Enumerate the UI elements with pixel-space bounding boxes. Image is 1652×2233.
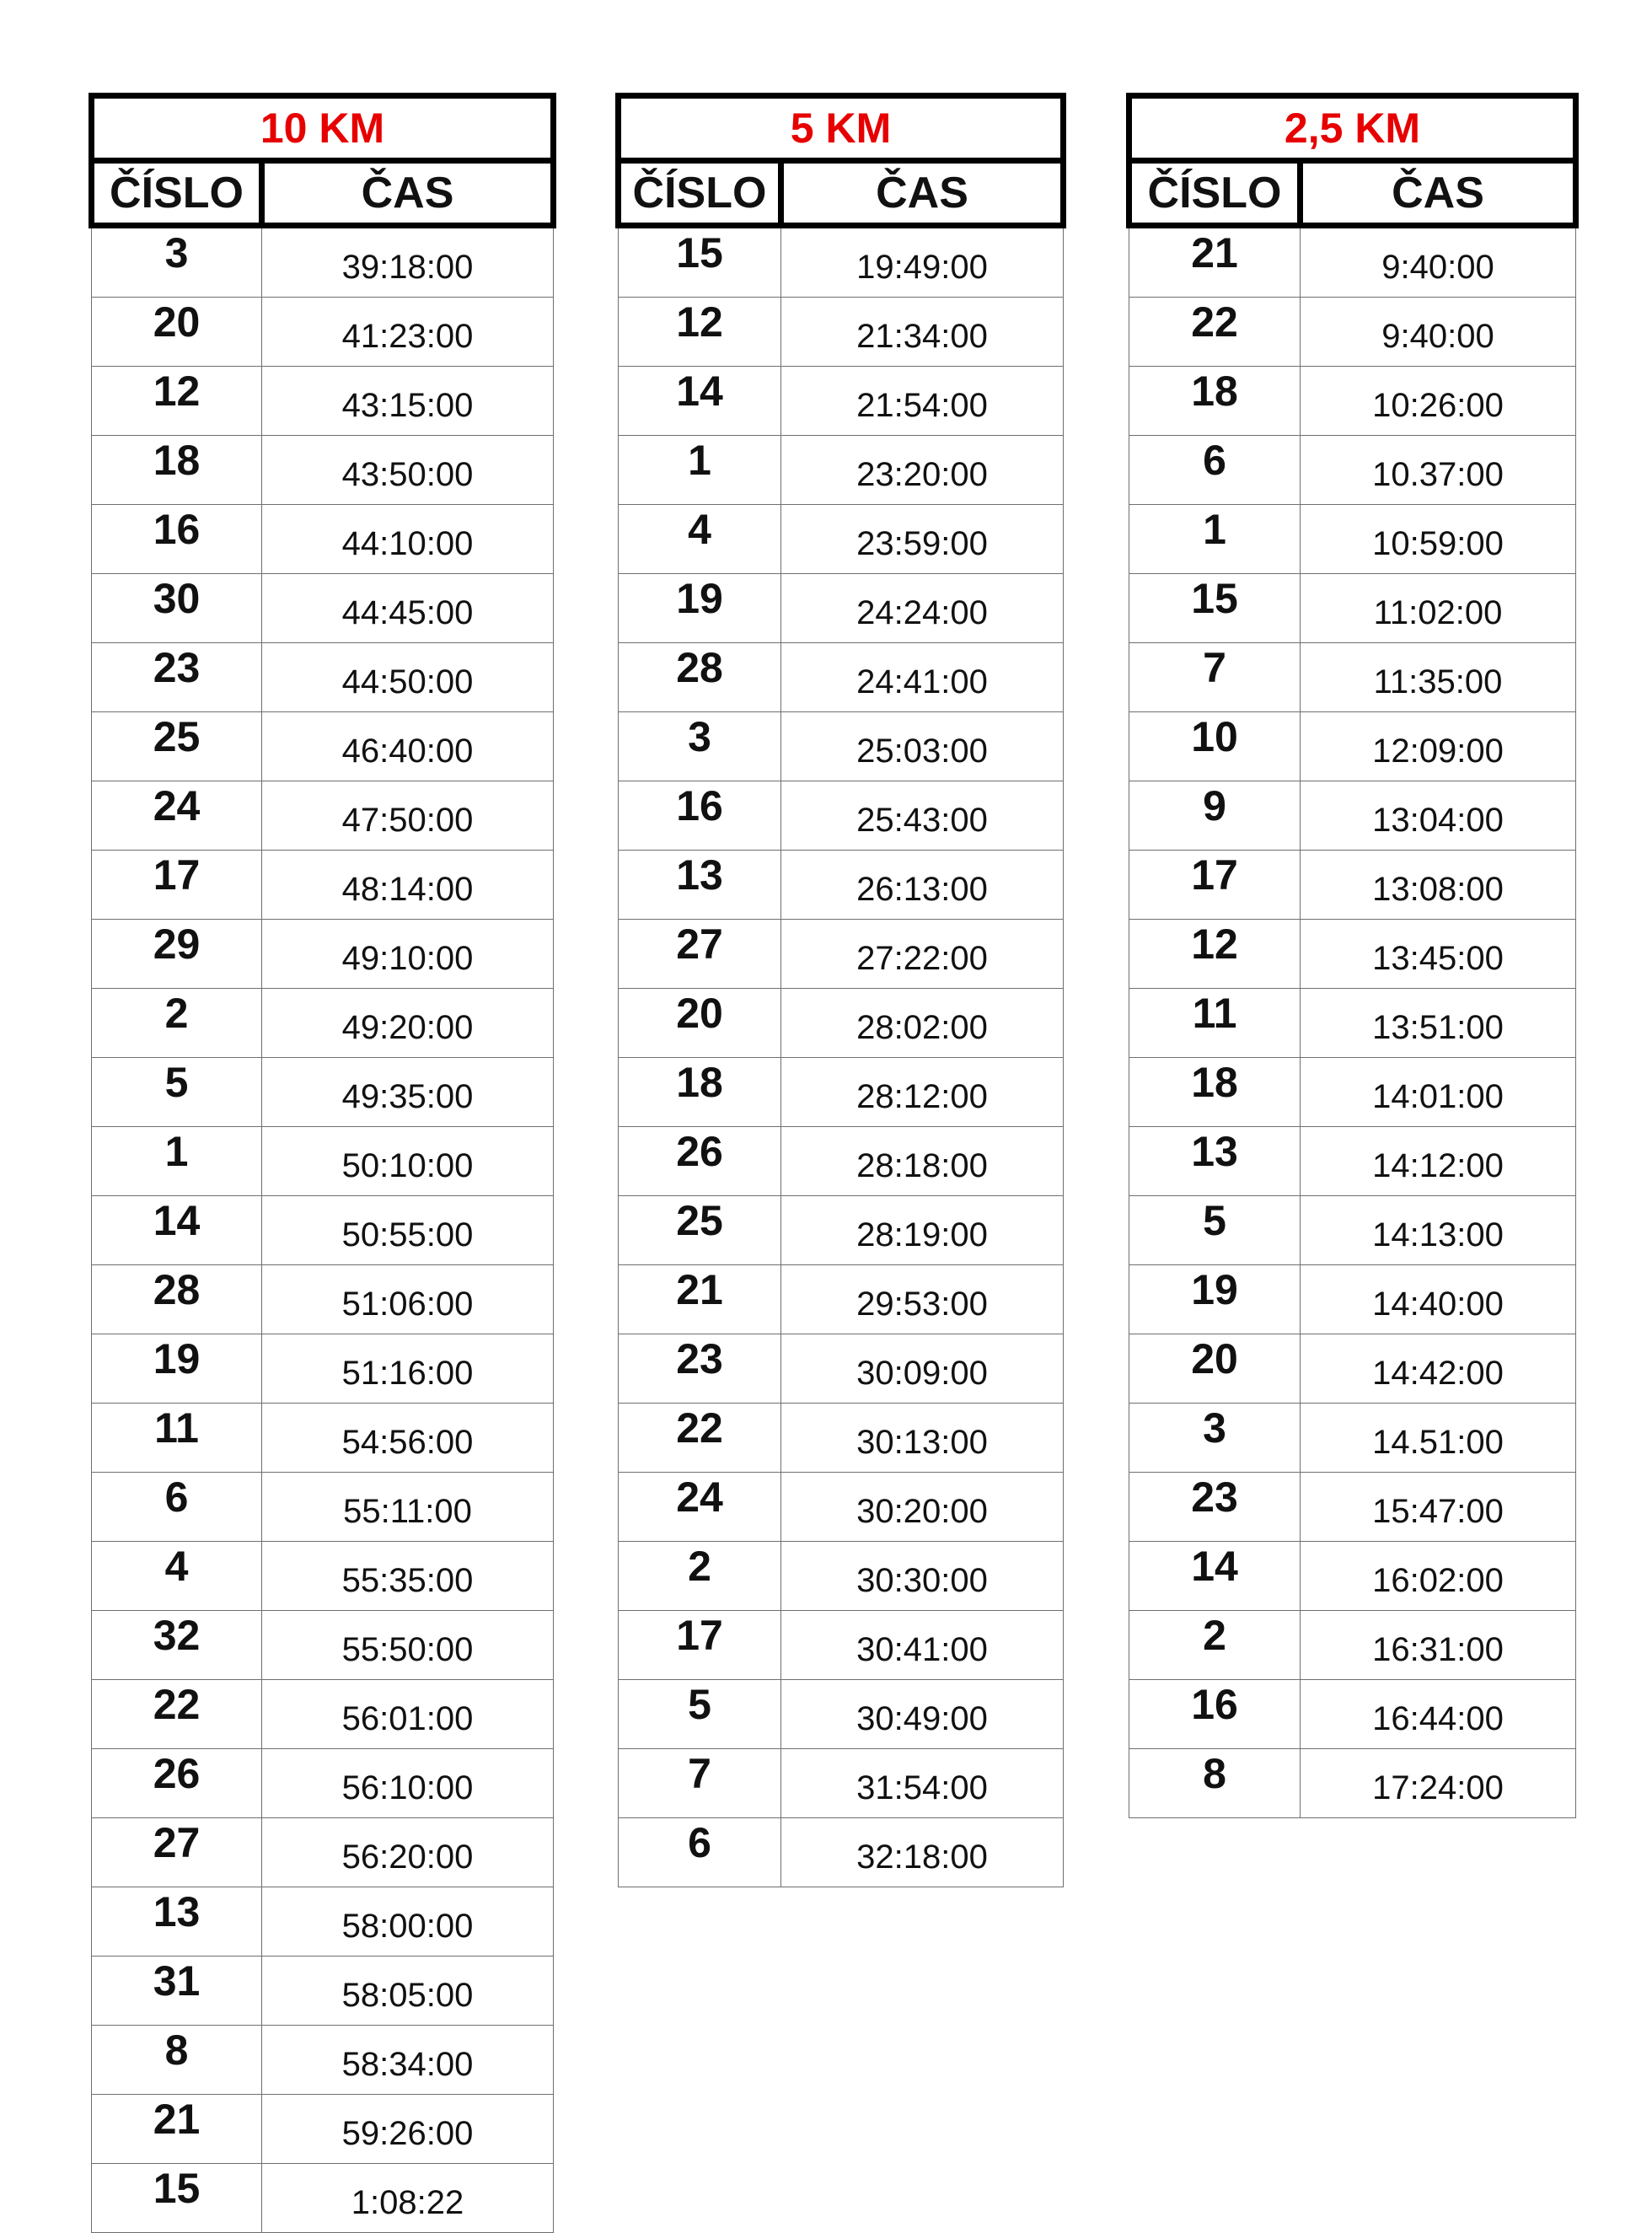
runner-number: 21 [92,2095,262,2164]
finish-time: 9:40:00 [1301,298,1576,367]
finish-time: 32:18:00 [781,1818,1064,1887]
finish-time: 1:08:22 [262,2164,554,2233]
runner-number: 19 [619,574,781,643]
finish-time: 28:12:00 [781,1058,1064,1127]
table-row [1129,1611,1576,1680]
finish-time: 29:53:00 [781,1265,1064,1334]
table-row [619,1404,1064,1473]
table-row [92,1265,554,1334]
runner-number: 16 [619,781,781,851]
table-row [619,1611,1064,1680]
runner-number: 23 [1129,1473,1301,1542]
table-row [619,643,1064,712]
finish-time: 58:00:00 [262,1887,554,1957]
runner-number: 5 [619,1680,781,1749]
results-table-2-5km [1126,93,1579,1818]
table-row [92,781,554,851]
runner-number: 18 [92,436,262,505]
runner-number: 23 [92,643,262,712]
finish-time: 51:06:00 [262,1265,554,1334]
runner-number: 2 [1129,1611,1301,1680]
table-row [1129,1473,1576,1542]
finish-time: 51:16:00 [262,1334,554,1404]
finish-time: 9:40:00 [1301,226,1576,298]
finish-time: 10:26:00 [1301,367,1576,436]
column-header-number: ČÍSLO [1129,161,1301,226]
runner-number: 5 [92,1058,262,1127]
finish-time: 16:31:00 [1301,1611,1576,1680]
runner-number: 24 [619,1473,781,1542]
table-row [1129,1196,1576,1265]
table-row [619,989,1064,1058]
finish-time: 49:20:00 [262,989,554,1058]
finish-time: 14.51:00 [1301,1404,1576,1473]
finish-time: 24:24:00 [781,574,1064,643]
runner-number: 18 [619,1058,781,1127]
runner-number: 27 [92,1818,262,1887]
table-row [619,920,1064,989]
table-row [92,298,554,367]
table-row [619,1818,1064,1887]
finish-time: 49:10:00 [262,920,554,989]
table-body [1129,226,1576,1818]
table-row [92,1611,554,1680]
runner-number: 15 [1129,574,1301,643]
runner-number: 19 [1129,1265,1301,1334]
runner-number: 8 [1129,1749,1301,1818]
runner-number: 20 [1129,1334,1301,1404]
table-row [1129,1265,1576,1334]
table-row [619,1196,1064,1265]
finish-time: 13:08:00 [1301,851,1576,920]
finish-time: 43:15:00 [262,367,554,436]
table-row [1129,1542,1576,1611]
runner-number: 6 [92,1473,262,1542]
runner-number: 17 [92,851,262,920]
table-row [92,1818,554,1887]
table-row [619,1542,1064,1611]
runner-number: 11 [1129,989,1301,1058]
finish-time: 14:13:00 [1301,1196,1576,1265]
runner-number: 16 [92,505,262,574]
runner-number: 13 [1129,1127,1301,1196]
runner-number: 1 [1129,505,1301,574]
runner-number: 22 [92,1680,262,1749]
finish-time: 43:50:00 [262,436,554,505]
table-body [92,226,554,2233]
table-row [1129,298,1576,367]
runner-number: 13 [92,1887,262,1957]
runner-number: 15 [92,2164,262,2233]
table-row [619,712,1064,781]
runner-number: 20 [92,298,262,367]
finish-time: 54:56:00 [262,1404,554,1473]
table-row [1129,989,1576,1058]
runner-number: 18 [1129,1058,1301,1127]
runner-number: 11 [92,1404,262,1473]
table-row [619,781,1064,851]
runner-number: 22 [619,1404,781,1473]
table-row [92,1542,554,1611]
runner-number: 14 [92,1196,262,1265]
runner-number: 22 [1129,298,1301,367]
finish-time: 23:59:00 [781,505,1064,574]
finish-time: 28:19:00 [781,1196,1064,1265]
runner-number: 26 [92,1749,262,1818]
finish-time: 46:40:00 [262,712,554,781]
finish-time: 30:30:00 [781,1542,1064,1611]
table-row [1129,574,1576,643]
table-row [619,1680,1064,1749]
runner-number: 17 [1129,851,1301,920]
runner-number: 4 [92,1542,262,1611]
runner-number: 6 [619,1818,781,1887]
table-row [619,1334,1064,1404]
table-row [1129,1127,1576,1196]
runner-number: 28 [92,1265,262,1334]
finish-time: 14:42:00 [1301,1334,1576,1404]
table-row [1129,1058,1576,1127]
runner-number: 32 [92,1611,262,1680]
finish-time: 28:02:00 [781,989,1064,1058]
table-row [619,1127,1064,1196]
finish-time: 26:13:00 [781,851,1064,920]
finish-time: 11:02:00 [1301,574,1576,643]
finish-time: 25:43:00 [781,781,1064,851]
finish-time: 56:20:00 [262,1818,554,1887]
runner-number: 25 [92,712,262,781]
finish-time: 24:41:00 [781,643,1064,712]
finish-time: 13:04:00 [1301,781,1576,851]
finish-time: 55:50:00 [262,1611,554,1680]
table-row [92,989,554,1058]
finish-time: 56:01:00 [262,1680,554,1749]
finish-time: 27:22:00 [781,920,1064,989]
finish-time: 14:01:00 [1301,1058,1576,1127]
runner-number: 12 [1129,920,1301,989]
runner-number: 26 [619,1127,781,1196]
table-row [619,226,1064,298]
runner-number: 1 [619,436,781,505]
finish-time: 41:23:00 [262,298,554,367]
finish-time: 58:05:00 [262,1957,554,2026]
runner-number: 17 [619,1611,781,1680]
table-row [1129,1404,1576,1473]
finish-time: 59:26:00 [262,2095,554,2164]
table-row [92,2164,554,2233]
finish-time: 31:54:00 [781,1749,1064,1818]
runner-number: 23 [619,1334,781,1404]
column-header-number: ČÍSLO [619,161,781,226]
finish-time: 11:35:00 [1301,643,1576,712]
finish-time: 10:59:00 [1301,505,1576,574]
table-row [92,2026,554,2095]
runner-number: 21 [1129,226,1301,298]
runner-number: 30 [92,574,262,643]
results-table-5km [615,93,1066,1887]
table-row [619,851,1064,920]
table-row [92,226,554,298]
table-row [92,1196,554,1265]
table-row [619,436,1064,505]
finish-time: 47:50:00 [262,781,554,851]
table-row [92,1957,554,2026]
table-row [1129,920,1576,989]
table-row [1129,436,1576,505]
runner-number: 14 [1129,1542,1301,1611]
table-row [619,1473,1064,1542]
table-row [92,505,554,574]
finish-time: 30:49:00 [781,1680,1064,1749]
finish-time: 50:55:00 [262,1196,554,1265]
finish-time: 16:02:00 [1301,1542,1576,1611]
table-row [619,574,1064,643]
finish-time: 10.37:00 [1301,436,1576,505]
finish-time: 14:12:00 [1301,1127,1576,1196]
finish-time: 23:20:00 [781,436,1064,505]
column-header-time: ČAS [262,161,554,226]
runner-number: 16 [1129,1680,1301,1749]
table-row [1129,781,1576,851]
table-row [1129,712,1576,781]
runner-number: 21 [619,1265,781,1334]
table-row [92,436,554,505]
runner-number: 3 [1129,1404,1301,1473]
finish-time: 12:09:00 [1301,712,1576,781]
runner-number: 8 [92,2026,262,2095]
table-row [92,1473,554,1542]
finish-time: 58:34:00 [262,2026,554,2095]
table-row [619,298,1064,367]
finish-time: 14:40:00 [1301,1265,1576,1334]
finish-time: 21:34:00 [781,298,1064,367]
column-header-time: ČAS [781,161,1064,226]
finish-time: 48:14:00 [262,851,554,920]
runner-number: 12 [92,367,262,436]
table-row [619,1265,1064,1334]
finish-time: 30:13:00 [781,1404,1064,1473]
runner-number: 28 [619,643,781,712]
runner-number: 14 [619,367,781,436]
table-row [92,1404,554,1473]
table-row [619,367,1064,436]
finish-time: 44:10:00 [262,505,554,574]
runner-number: 10 [1129,712,1301,781]
finish-time: 55:35:00 [262,1542,554,1611]
runner-number: 27 [619,920,781,989]
runner-number: 9 [1129,781,1301,851]
runner-number: 29 [92,920,262,989]
finish-time: 13:45:00 [1301,920,1576,989]
table-row [619,505,1064,574]
runner-number: 3 [92,226,262,298]
table-row [92,1749,554,1818]
table-body [619,226,1064,1887]
table-row [1129,226,1576,298]
finish-time: 28:18:00 [781,1127,1064,1196]
table-row [92,851,554,920]
runner-number: 6 [1129,436,1301,505]
table-title: 2,5 KM [1129,96,1576,161]
runner-number: 25 [619,1196,781,1265]
table-row [619,1749,1064,1818]
finish-time: 39:18:00 [262,226,554,298]
runner-number: 18 [1129,367,1301,436]
table-row [92,712,554,781]
table-row [92,1334,554,1404]
runner-number: 3 [619,712,781,781]
runner-number: 24 [92,781,262,851]
runner-number: 31 [92,1957,262,2026]
table-row [1129,643,1576,712]
table-row [92,367,554,436]
finish-time: 55:11:00 [262,1473,554,1542]
finish-time: 50:10:00 [262,1127,554,1196]
table-row [1129,1749,1576,1818]
table-row [92,920,554,989]
finish-time: 44:45:00 [262,574,554,643]
finish-time: 16:44:00 [1301,1680,1576,1749]
finish-time: 56:10:00 [262,1749,554,1818]
finish-time: 30:09:00 [781,1334,1064,1404]
table-row [1129,851,1576,920]
runner-number: 7 [1129,643,1301,712]
finish-time: 30:41:00 [781,1611,1064,1680]
finish-time: 30:20:00 [781,1473,1064,1542]
column-header-number: ČÍSLO [92,161,262,226]
table-row [92,1058,554,1127]
runner-number: 4 [619,505,781,574]
finish-time: 15:47:00 [1301,1473,1576,1542]
finish-time: 21:54:00 [781,367,1064,436]
table-row [92,1887,554,1957]
table-row [1129,1680,1576,1749]
table-title: 10 KM [92,96,554,161]
runner-number: 15 [619,226,781,298]
finish-time: 13:51:00 [1301,989,1576,1058]
table-title: 5 KM [619,96,1064,161]
runner-number: 2 [92,989,262,1058]
runner-number: 5 [1129,1196,1301,1265]
table-row [92,1680,554,1749]
results-table-10km [88,93,556,2233]
runner-number: 13 [619,851,781,920]
finish-time: 17:24:00 [1301,1749,1576,1818]
runner-number: 7 [619,1749,781,1818]
table-row [1129,1334,1576,1404]
table-row [1129,367,1576,436]
table-row [92,574,554,643]
table-row [92,643,554,712]
table-row [92,1127,554,1196]
runner-number: 20 [619,989,781,1058]
finish-time: 25:03:00 [781,712,1064,781]
table-row [1129,505,1576,574]
table-row [92,2095,554,2164]
runner-number: 1 [92,1127,262,1196]
finish-time: 44:50:00 [262,643,554,712]
runner-number: 2 [619,1542,781,1611]
table-row [619,1058,1064,1127]
runner-number: 12 [619,298,781,367]
runner-number: 19 [92,1334,262,1404]
finish-time: 19:49:00 [781,226,1064,298]
finish-time: 49:35:00 [262,1058,554,1127]
column-header-time: ČAS [1301,161,1576,226]
